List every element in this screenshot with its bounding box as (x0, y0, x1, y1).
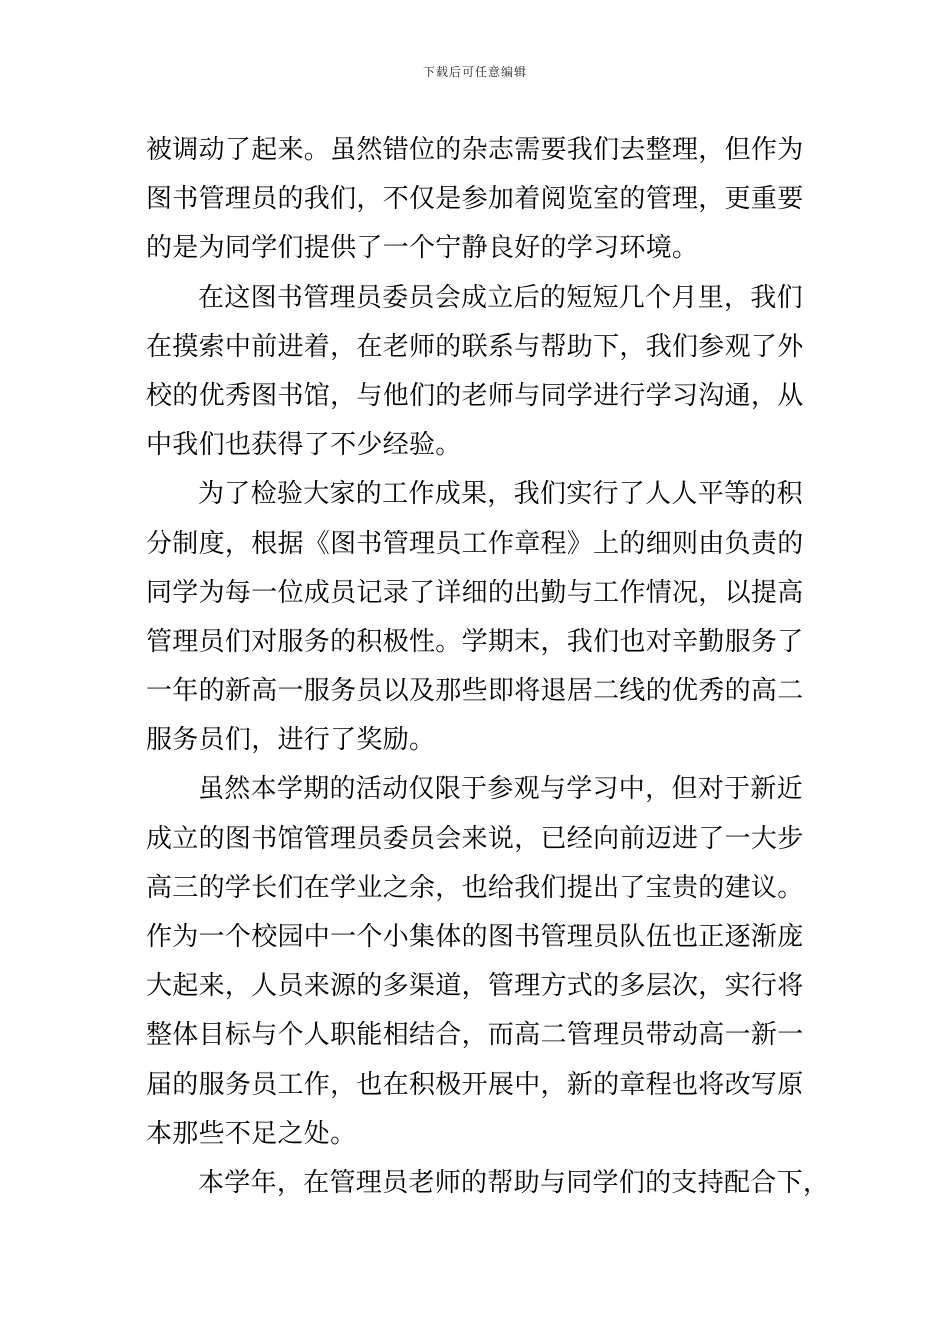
text-line: 大起来，人员来源的多渠道，管理方式的多层次，实行将 (146, 971, 804, 1002)
text-line: 管理员们对服务的积极性。学期末，我们也对辛勤服务了 (146, 626, 804, 657)
text-line: 一年的新高一服务员以及那些即将退居二线的优秀的高二 (146, 676, 804, 707)
text-line: 本学年，在管理员老师的帮助与同学们的支持配合下， (198, 1167, 830, 1198)
text-line: 被调动了起来。虽然错位的杂志需要我们去整理，但作为 (146, 135, 804, 165)
text-line: 为了检验大家的工作成果，我们实行了人人平等的积 (198, 479, 803, 510)
text-line: 服务员们，进行了奖励。 (146, 725, 436, 756)
text-line: 高三的学长们在学业之余，也给我们提出了宝贵的建议。 (146, 872, 804, 903)
paragraph (146, 765, 826, 1159)
paragraph (146, 274, 826, 471)
document-body (146, 126, 830, 1208)
text-line: 同学为每一位成员记录了详细的出勤与工作情况，以提高 (146, 577, 804, 608)
text-line: 成立的图书馆管理员委员会来说，已经向前迈进了一大步 (146, 823, 804, 854)
text-line: 中我们也获得了不少经验。 (146, 430, 462, 461)
paragraph (146, 1159, 830, 1208)
text-line: 在这图书管理员委员会成立后的短短几个月里，我们 (198, 282, 803, 313)
text-line: 届的服务员工作，也在积极开展中，新的章程也将改写原 (146, 1069, 804, 1100)
paragraph (146, 126, 826, 274)
text-line: 整体目标与个人职能相结合，而高二管理员带动高一新一 (146, 1020, 804, 1051)
paragraph (146, 470, 826, 765)
text-line: 的是为同学们提供了一个宁静良好的学习环境。 (146, 233, 699, 264)
page-header: 下载后可任意编辑 (422, 65, 527, 79)
text-line: 虽然本学期的活动仅限于参观与学习中，但对于新近 (198, 774, 803, 805)
text-line: 分制度，根据《图书管理员工作章程》上的细则由负责的 (146, 528, 804, 559)
text-line: 图书管理员的我们，不仅是参加着阅览室的管理，更重要 (146, 184, 804, 215)
text-line: 在摸索中前进着，在老师的联系与帮助下，我们参观了外 (146, 331, 804, 362)
text-line: 作为一个校园中一个小集体的图书管理员队伍也正逐渐庞 (146, 922, 804, 952)
text-line: 本那些不足之处。 (146, 1118, 357, 1149)
text-line: 校的优秀图书馆，与他们的老师与同学进行学习沟通，从 (146, 380, 804, 411)
